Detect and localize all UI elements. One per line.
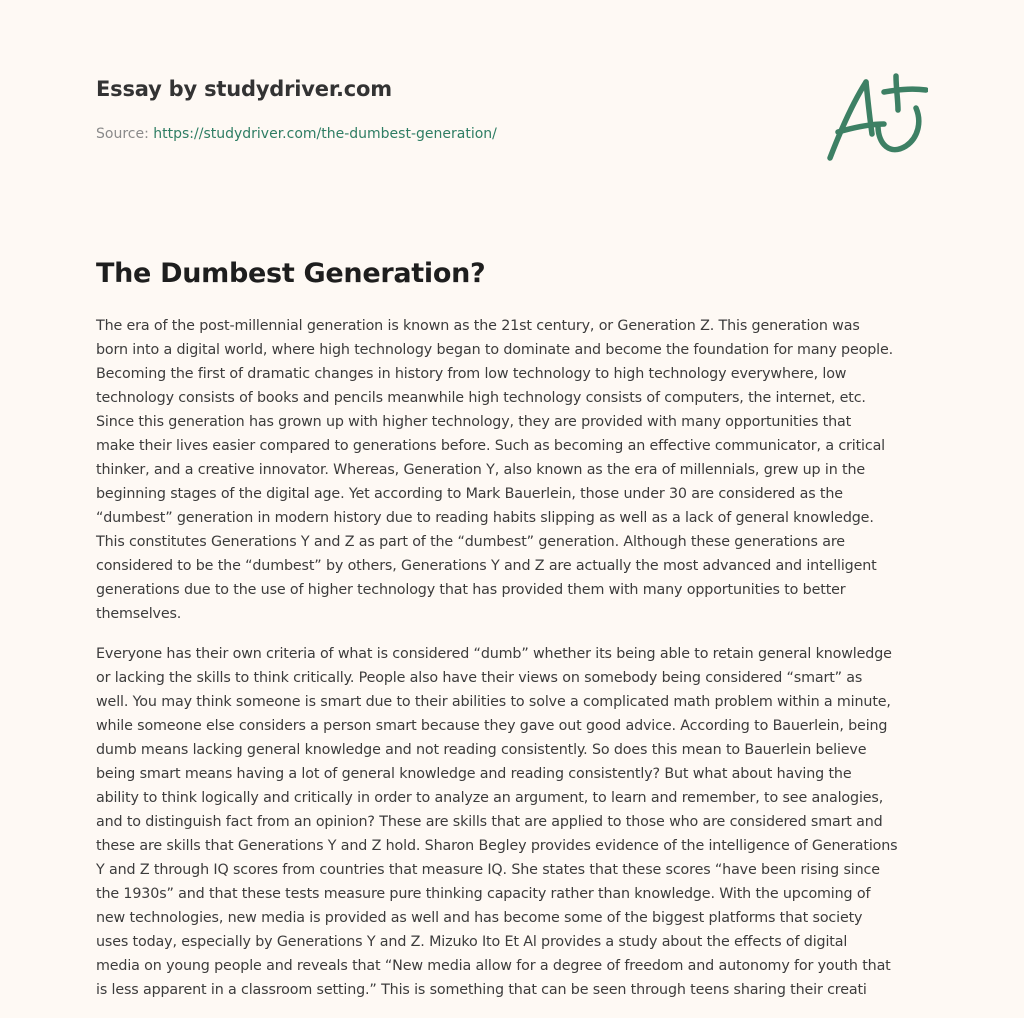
text-line: dumb means lacking general knowledge and not reading consistently. So does this mean to Bauerlein believe bbox=[96, 742, 867, 758]
text-line: This constitutes Generations Y and Z as part of the “dumbest” generation. Although these generations are bbox=[96, 534, 845, 550]
text-line: “dumbest” generation in modern history due to reading habits slipping as well as a lack of general knowledge. bbox=[96, 510, 874, 526]
text-line: and to distinguish fact from an opinion? These are skills that are applied to those who are considered smart and bbox=[96, 814, 883, 830]
text-line: generations due to the use of higher technology that has provided them with many opportunities to better bbox=[96, 582, 846, 598]
paragraph-2 bbox=[96, 642, 956, 1002]
page-header bbox=[96, 74, 928, 142]
essay-body bbox=[96, 314, 956, 1018]
text-line: ability to think logically and critically in order to analyze an argument, to learn and remember, to see analogies, bbox=[96, 790, 884, 806]
text-line: media on young people and reveals that “New media allow for a degree of freedom and autonomy for youth that bbox=[96, 958, 891, 974]
text-line: the 1930s” and that these tests measure pure thinking capacity rather than knowledge. With the upcoming of bbox=[96, 886, 871, 902]
text-line: The era of the post-millennial generation is known as the 21st century, or Generation Z. This generation was bbox=[96, 318, 860, 334]
text-line: well. You may think someone is smart due to their abilities to solve a complicated math problem within a minute, bbox=[96, 694, 891, 710]
page-title: The Dumbest Generation? bbox=[96, 258, 486, 289]
text-line: Y and Z through IQ scores from countries that measure IQ. She states that these scores “have been rising since bbox=[96, 862, 880, 878]
text-line: Becoming the first of dramatic changes in history from low technology to high technology everywhere, low bbox=[96, 366, 847, 382]
text-line: or lacking the skills to think critically. People also have their views on somebody being considered “smart” as bbox=[96, 670, 863, 686]
text-line: make their lives easier compared to generations before. Such as becoming an effective communicator, a critical bbox=[96, 438, 886, 454]
paragraph-1 bbox=[96, 314, 956, 626]
site-title: Essay by studydriver.com bbox=[96, 77, 392, 101]
source-line bbox=[96, 124, 497, 144]
a-plus-grade-icon bbox=[822, 66, 928, 166]
text-line: uses today, especially by Generations Y and Z. Mizuko Ito Et Al provides a study about the effects of digital bbox=[96, 934, 848, 950]
text-line: born into a digital world, where high technology began to dominate and become the foundation for many people. bbox=[96, 342, 894, 358]
text-line: technology consists of books and pencils meanwhile high technology consists of computers, the internet, etc. bbox=[96, 390, 866, 406]
text-line: beginning stages of the digital age. Yet according to Mark Bauerlein, those under 30 are considered as the bbox=[96, 486, 843, 502]
text-line: being smart means having a lot of general knowledge and reading consistently? But what about having the bbox=[96, 766, 852, 782]
text-line: Since this generation has grown up with higher technology, they are provided with many opportunities that bbox=[96, 414, 852, 430]
source-link[interactable]: https://studydriver.com/the-dumbest-generation/ bbox=[153, 126, 497, 142]
text-line: themselves. bbox=[96, 606, 182, 622]
text-line: new technologies, new media is provided as well and has become some of the biggest platforms that society bbox=[96, 910, 863, 926]
text-line: these are skills that Generations Y and Z hold. Sharon Begley provides evidence of the intelligence of Generations bbox=[96, 838, 898, 854]
text-line: Everyone has their own criteria of what is considered “dumb” whether its being able to retain general knowledge bbox=[96, 646, 892, 662]
text-line: while someone else considers a person smart because they gave out good advice. According to Bauerlein, being bbox=[96, 718, 888, 734]
source-label: Source: bbox=[96, 126, 154, 142]
text-line: thinker, and a creative innovator. Whereas, Generation Y, also known as the era of millennials, grew up in the bbox=[96, 462, 866, 478]
text-line: is less apparent in a classroom setting.” This is something that can be seen through teens sharing their creati bbox=[96, 982, 867, 998]
text-line: considered to be the “dumbest” by others, Generations Y and Z are actually the most advanced and intelligent bbox=[96, 558, 877, 574]
